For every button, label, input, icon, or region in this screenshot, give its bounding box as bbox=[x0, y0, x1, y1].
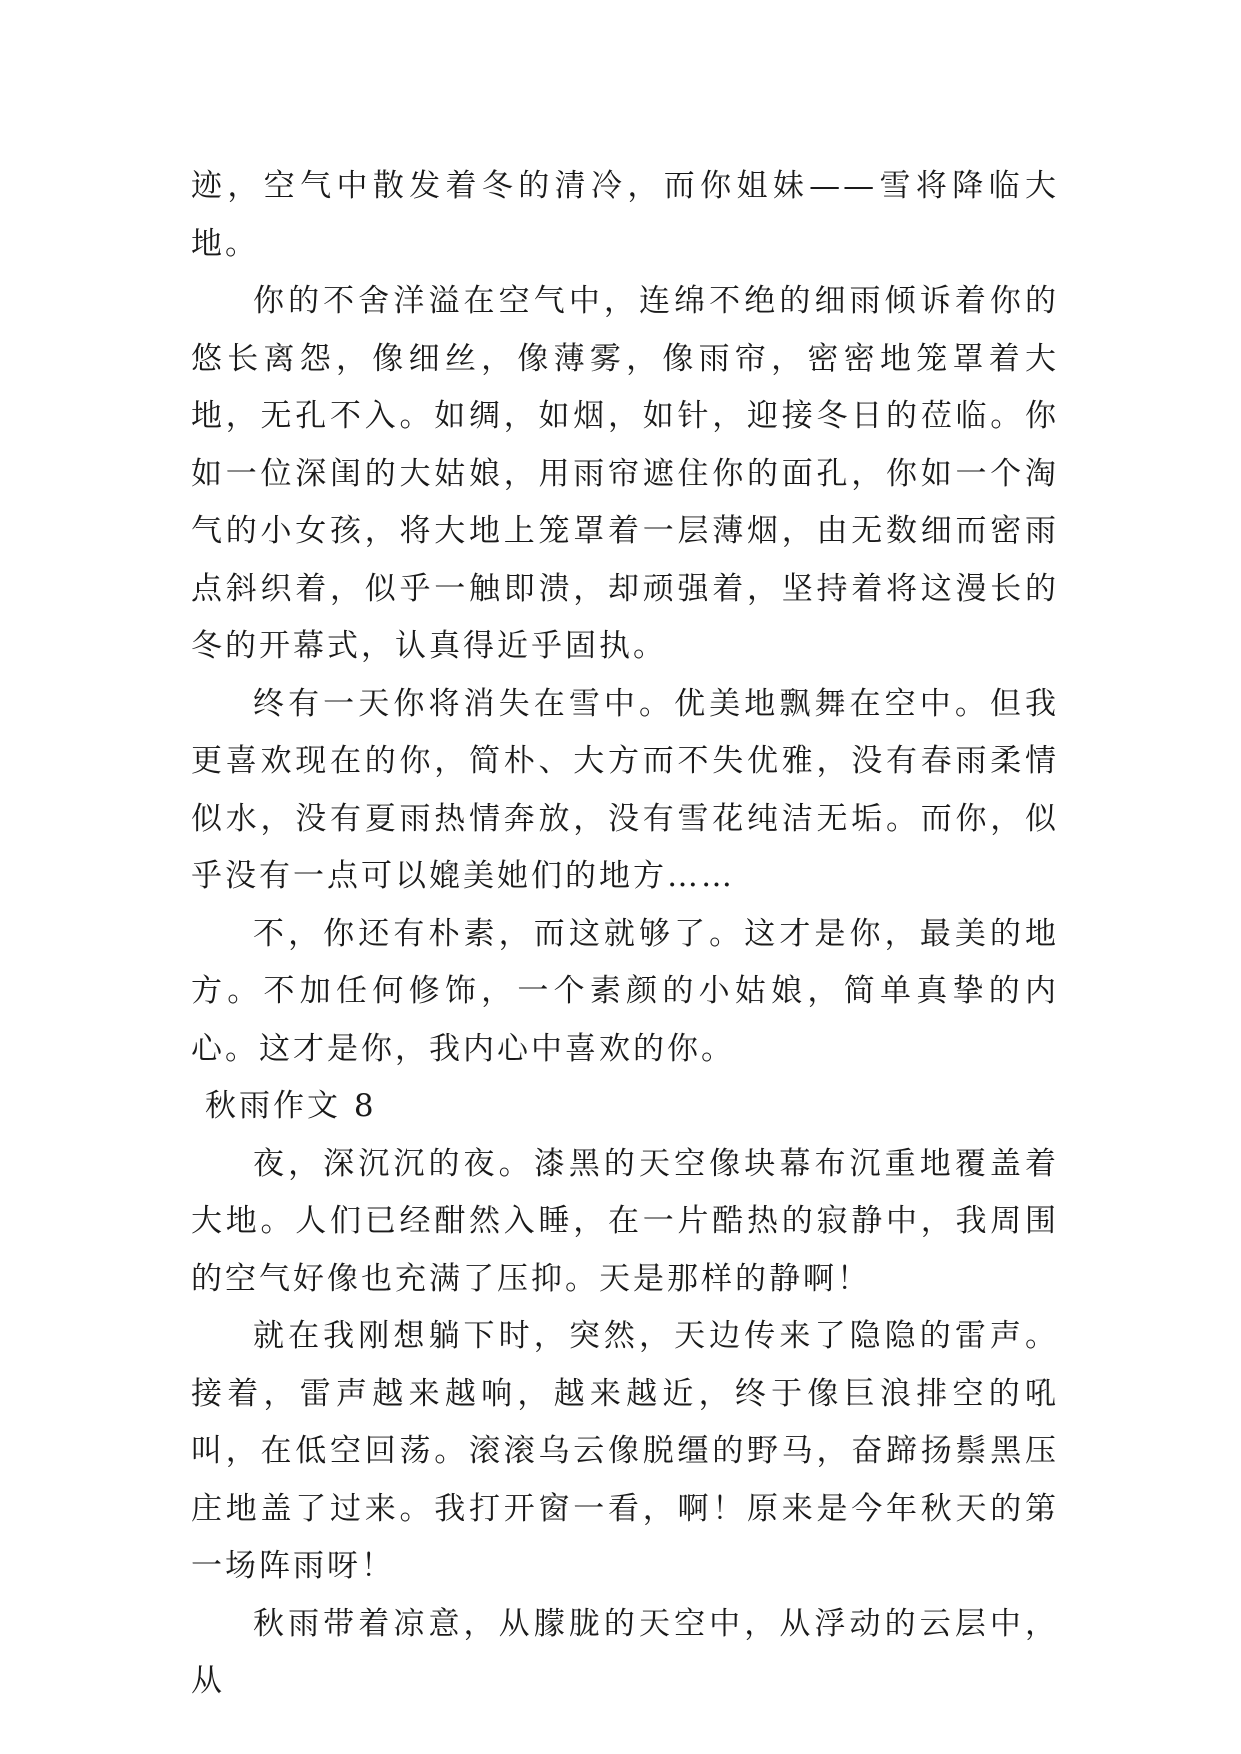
paragraph: 终有一天你将消失在雪中。优美地飘舞在空中。但我更喜欢现在的你，简朴、大方而不失优雅，没有春雨柔情似水，没有夏雨热情奔放，没有雪花纯洁无垢。而你，似乎没有一点可以媲美她们的地方…… bbox=[191, 685, 1059, 894]
paragraph: 你的不舍洋溢在空气中，连绵不绝的细雨倾诉着你的悠长离怨，像细丝，像薄雾，像雨帘，密密地笼罩着大地，无孔不入。如绸，如烟，如针，迎接冬日的莅临。你如一位深闺的大姑娘，用雨帘遮住你的面孔，你如一个淘气的小女孩，将大地上笼罩着一层薄烟，由无数细而密雨点斜织着，似乎一触即溃，却顽强着，坚持着将这漫长的冬的开幕式，认真得近乎固执。 bbox=[191, 283, 1059, 664]
paragraph: 不，你还有朴素，而这就够了。这才是你，最美的地方。不加任何修饰，一个素颜的小姑娘，简单真挚的内心。这才是你，我内心中喜欢的你。 bbox=[191, 915, 1059, 1067]
paragraph: 夜，深沉沉的夜。漆黑的天空像块幕布沉重地覆盖着大地。人们已经酣然入睡，在一片酷热的寂静中，我周围的空气好像也充满了压抑。天是那样的静啊！ bbox=[191, 1145, 1059, 1297]
paragraph: 就在我刚想躺下时，突然，天边传来了隐隐的雷声。接着，雷声越来越响，越来越近，终于像巨浪排空的吼叫，在低空回荡。滚滚乌云像脱缰的野马，奋蹄扬鬃黑压庄地盖了过来。我打开窗一看，啊！原来是今年秋天的第一场阵雨呀！ bbox=[191, 1318, 1059, 1584]
paragraph-continued: 迹，空气中散发着冬的清冷，而你姐妹——雪将降临大地。 bbox=[191, 168, 1059, 262]
essay-body bbox=[191, 158, 1059, 1711]
essay-heading: 秋雨作文 8 bbox=[205, 1088, 377, 1124]
paragraph: 秋雨带着凉意，从朦胧的天空中，从浮动的云层中，从 bbox=[191, 1605, 1059, 1699]
